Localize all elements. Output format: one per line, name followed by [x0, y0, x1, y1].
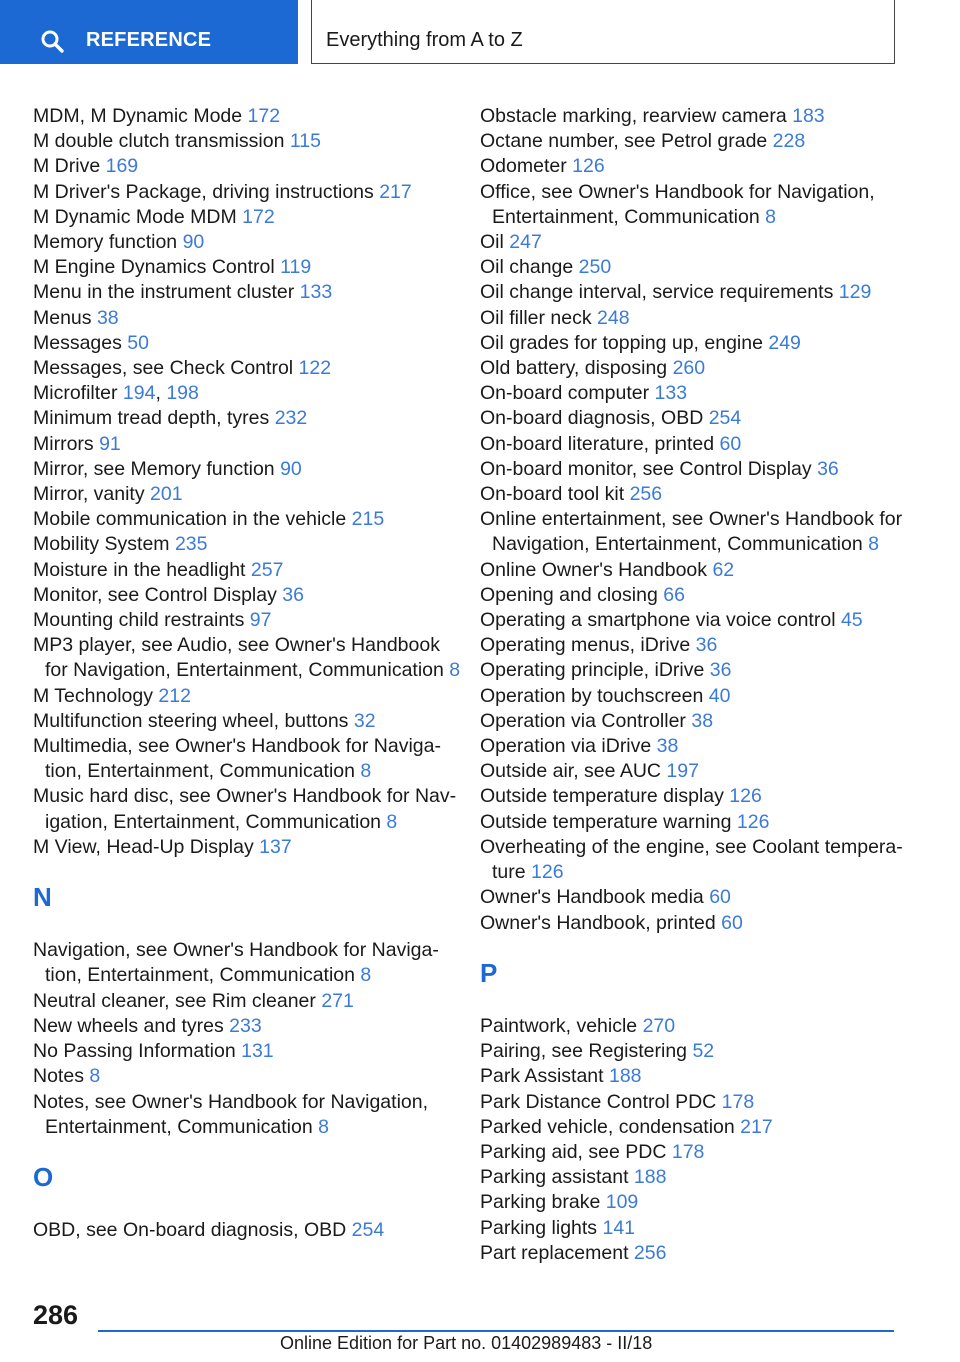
index-entry [480, 1115, 920, 1140]
index-entry [480, 658, 920, 683]
index-entry-term: Outside temperature display [480, 785, 730, 808]
index-entry-term: Owner's Handbook, printed [480, 911, 722, 934]
index-entry-term: M Drive [33, 155, 106, 178]
index-entry-term: Mobility System [33, 533, 175, 556]
page-link[interactable]: 126 [729, 785, 762, 808]
page-link[interactable]: 97 [249, 609, 272, 632]
index-entry-term: Menu in the instrument cluster [33, 281, 300, 304]
index-entry-term: Moisture in the headlight [33, 558, 251, 581]
page-link[interactable]: 188 [608, 1065, 642, 1088]
page-link[interactable]: 141 [602, 1216, 636, 1239]
index-entry [33, 989, 463, 1014]
index-entry-term: Monitor, see Control Display [33, 583, 283, 606]
index-entry-term: Operation via iDrive [480, 735, 657, 758]
index-entry [480, 1090, 920, 1115]
index-entry-term: Minimum tread depth, tyres [33, 407, 275, 430]
page-link[interactable]: 8 [868, 533, 879, 556]
index-entry [33, 532, 463, 557]
page-link[interactable]: 90 [182, 231, 205, 254]
page-link[interactable]: 109 [605, 1191, 639, 1214]
page-link[interactable]: 45 [840, 609, 863, 632]
index-entry-term: Oil [480, 231, 510, 254]
page-link[interactable]: 8 [360, 964, 372, 987]
index-entry-term: Mirror, see Memory function [33, 457, 281, 480]
index-entry [480, 306, 920, 331]
page-link[interactable]: 38 [96, 306, 119, 329]
index-entry-term: Office, see Owner's Handbook for Navigation, Entertainment, Communication [480, 180, 875, 228]
page-link[interactable]: 52 [692, 1040, 715, 1063]
index-letter-heading: O [33, 1161, 54, 1192]
index-entry [480, 432, 920, 457]
index-entry [480, 406, 920, 431]
index-entry-term: On-board literature, printed [480, 432, 720, 455]
page-link[interactable]: 8 [765, 205, 776, 228]
index-entry [33, 608, 463, 633]
page-link[interactable]: 257 [250, 558, 284, 581]
page-link[interactable]: 183 [792, 105, 825, 127]
page-link[interactable]: 235 [174, 533, 208, 556]
page-link[interactable]: 126 [531, 861, 564, 884]
page-link[interactable]: 217 [740, 1115, 773, 1138]
page-link[interactable]: 233 [229, 1014, 262, 1037]
index-entry [33, 1218, 463, 1243]
index-entry [480, 180, 920, 230]
page-link[interactable]: 8 [318, 1115, 329, 1138]
page-link[interactable]: 172 [247, 105, 281, 127]
index-entry [33, 684, 463, 709]
index-entry-term: MDM, M Dynamic Mode [33, 105, 248, 127]
page-link[interactable]: 254 [351, 1219, 385, 1242]
index-entry-term: Mirror, vanity [33, 483, 151, 506]
page-link[interactable]: 215 [351, 508, 385, 531]
page-link[interactable]: 122 [298, 357, 332, 380]
index-entry [480, 734, 920, 759]
page-link[interactable]: 129 [838, 281, 872, 304]
section-title: Everything from A to Z [326, 29, 523, 51]
index-entry [480, 154, 920, 179]
index-entry [480, 381, 920, 406]
index-entry-term: M Driver's Package, driving instructions [33, 180, 380, 203]
index-entry-term: Multimedia, see Owner's Handbook for Navigation, Entertainment, Communication [33, 735, 441, 783]
index-entry [480, 810, 920, 835]
index-entry-term: Operation by touchscreen [480, 684, 709, 707]
page-separator: , [155, 382, 167, 405]
index-entry-term: New wheels and tyres [33, 1014, 230, 1037]
index-entry-term: Outside air, see AUC [480, 760, 667, 783]
index-entry [33, 1039, 463, 1064]
page-link[interactable]: 90 [280, 457, 302, 480]
page-link[interactable]: 8 [360, 760, 372, 783]
index-entry [33, 255, 463, 280]
index-entry [480, 709, 920, 734]
index-entry-term: Online entertainment, see Owner's Handbook for Navigation, Entertainment, Communication [480, 508, 903, 556]
page-link[interactable]: 60 [721, 911, 743, 934]
page-link[interactable]: 32 [353, 709, 376, 732]
index-entry-term: Oil change interval, service requirements [480, 281, 839, 304]
index-entry-term: Notes [33, 1065, 90, 1088]
page-link[interactable]: 91 [99, 432, 121, 455]
page-number: 286 [33, 1300, 79, 1330]
index-entry [480, 911, 920, 936]
index-entry-term: Parked vehicle, condensation [480, 1115, 741, 1138]
index-entry [480, 1140, 920, 1165]
search-icon [40, 29, 64, 53]
index-entry-term: Mounting child restraints [33, 609, 250, 632]
index-entry [480, 1241, 920, 1266]
index-entry [33, 180, 463, 205]
index-entry-term: M Technology [33, 684, 159, 707]
index-entry-term: Notes, see Owner's Handbook for Navigation, Entertainment, Communication [33, 1090, 429, 1138]
index-column-right [480, 104, 920, 1266]
index-entry [33, 129, 463, 154]
index-entry [33, 154, 463, 179]
index-entry [33, 306, 463, 331]
page-link[interactable]: 178 [671, 1140, 705, 1163]
index-entry-term: Parking aid, see PDC [480, 1140, 672, 1163]
index-entry [33, 230, 463, 255]
index-entry-term: Messages, see Check Control [33, 357, 299, 380]
page-link[interactable]: 131 [241, 1040, 274, 1063]
index-entry-term: Mobile communication in the vehicle [33, 508, 352, 531]
reference-tab[interactable] [0, 0, 298, 64]
index-entry [480, 1216, 920, 1241]
index-entry [480, 1165, 920, 1190]
index-entry [480, 759, 920, 784]
index-entry [480, 331, 920, 356]
index-entry [480, 633, 920, 658]
index-entry-term: Park Assistant [480, 1065, 609, 1088]
index-entry-term: On-board diagnosis, OBD [480, 407, 709, 430]
index-entry-term: Park Distance Control PDC [480, 1090, 722, 1113]
index-entry [33, 938, 463, 988]
page-link[interactable]: 248 [597, 306, 630, 329]
index-entry-term: Parking brake [480, 1191, 606, 1214]
page-link[interactable]: 201 [150, 483, 183, 506]
page-link[interactable]: 133 [654, 382, 688, 405]
index-entry [33, 1014, 463, 1039]
page-link[interactable]: 198 [166, 382, 199, 405]
index-entry [33, 406, 463, 431]
index-entry-term: Operation via Controller [480, 709, 692, 732]
index-entry [480, 129, 920, 154]
index-entry [480, 583, 920, 608]
page-link[interactable]: 8 [386, 810, 398, 833]
index-entry [480, 356, 920, 381]
index-entry-term: Online Owner's Handbook [480, 558, 713, 581]
index-entry-term: MP3 player, see Audio, see Owner's Handbook for Navigation, Entertainment, Communication [33, 634, 450, 682]
page-link[interactable]: 217 [379, 180, 412, 203]
index-entry-term: Owner's Handbook media [480, 886, 710, 909]
index-entry-term: Oil change [480, 256, 579, 279]
index-entry-term: Memory function [33, 231, 183, 254]
index-entry-term: On-board tool kit [480, 483, 630, 506]
index-entry [33, 280, 463, 305]
index-entry-term: Menus [33, 306, 97, 329]
index-entry [33, 356, 463, 381]
page-link[interactable]: 178 [721, 1090, 755, 1113]
index-entry [480, 885, 920, 910]
page-link[interactable]: 36 [695, 634, 718, 657]
page-link[interactable]: 249 [768, 331, 801, 354]
reference-tab-label: REFERENCE [86, 29, 212, 51]
page-link[interactable]: 256 [633, 1241, 667, 1264]
page-link[interactable]: 271 [321, 989, 354, 1012]
index-entry [480, 1014, 920, 1039]
index-entry [480, 835, 920, 885]
index-entry-term: Parking lights [480, 1216, 603, 1239]
page-link[interactable]: 212 [158, 684, 191, 707]
index-entry-term: M Engine Dynamics Control [33, 256, 281, 279]
index-entry-term: M View, Head-Up Display [33, 835, 260, 858]
index-entry [33, 734, 463, 784]
index-entry [33, 558, 463, 583]
index-entry-term: Obstacle marking, rearview camera [480, 105, 793, 127]
index-entry-term: Parking assistant [480, 1166, 634, 1189]
index-entry-term: Messages [33, 331, 128, 354]
index-entry-term: Navigation, see Owner's Handbook for Navigation, Entertainment, Communication [33, 939, 439, 987]
index-entry [480, 558, 920, 583]
page-link[interactable]: 133 [299, 281, 333, 304]
page-link[interactable]: 60 [709, 886, 731, 909]
index-entry-term: Outside temperature warning [480, 810, 737, 833]
index-entry [33, 1064, 463, 1089]
footer-divider [98, 1330, 894, 1332]
index-entry [33, 381, 463, 406]
index-entry-term: Oil filler neck [480, 306, 598, 329]
page-link[interactable]: 232 [274, 407, 308, 430]
index-entry [33, 104, 463, 129]
page-link[interactable]: 38 [691, 709, 714, 732]
index-entry-term: Pairing, see Registering [480, 1040, 693, 1063]
index-entry [33, 583, 463, 608]
index-entry [480, 230, 920, 255]
index-entry [480, 457, 920, 482]
page-link[interactable]: 50 [127, 331, 149, 354]
page-link[interactable]: 172 [242, 205, 275, 228]
index-entry [33, 507, 463, 532]
page-link[interactable]: 270 [642, 1014, 676, 1037]
index-entry [33, 633, 463, 683]
index-entry-term: M Dynamic Mode MDM [33, 205, 243, 228]
page-link[interactable]: 40 [708, 684, 731, 707]
page-link[interactable]: 194 [122, 382, 156, 405]
index-entry-term: Operating a smartphone via voice control [480, 609, 841, 632]
index-entry [33, 482, 463, 507]
index-entry-term: Overheating of the engine, see Coolant temperature [480, 835, 903, 884]
page-link[interactable]: 250 [578, 256, 612, 279]
page-link[interactable]: 126 [736, 810, 770, 833]
index-entry-term: Neutral cleaner, see Rim cleaner [33, 989, 322, 1012]
section-title-box [311, 0, 895, 64]
page-link[interactable]: 260 [672, 357, 706, 380]
index-entry-term: M double clutch transmission [33, 130, 290, 153]
index-entry [480, 608, 920, 633]
page-link[interactable]: 62 [712, 558, 735, 581]
page-link[interactable]: 8 [449, 659, 461, 682]
index-entry-term: Operating principle, iDrive [480, 659, 710, 682]
page-link[interactable]: 228 [772, 130, 806, 153]
index-entry [480, 684, 920, 709]
index-entry [480, 255, 920, 280]
index-entry-term: Opening and closing [480, 583, 664, 606]
page-link[interactable]: 60 [719, 432, 742, 455]
index-entry-term: Octane number, see Petrol grade [480, 130, 773, 153]
index-column-left [33, 104, 463, 1243]
page-link[interactable]: 66 [663, 583, 685, 606]
index-entry [33, 331, 463, 356]
page-link[interactable]: 169 [105, 155, 139, 178]
index-entry [480, 104, 920, 129]
index-entry-term: Old battery, disposing [480, 357, 673, 380]
index-entry [33, 457, 463, 482]
index-entry-term: Odometer [480, 155, 573, 178]
index-entry-term: Part replacement [480, 1241, 634, 1264]
index-entry-term: Oil grades for topping up, engine [480, 331, 769, 354]
page-link[interactable]: 137 [259, 835, 292, 858]
index-letter-heading: N [33, 882, 52, 913]
page-link[interactable]: 126 [572, 155, 605, 178]
index-entry [480, 1064, 920, 1089]
index-entry-term: Operating menus, iDrive [480, 634, 696, 657]
index-entry-term: Multifunction steering wheel, buttons [33, 709, 354, 732]
index-entry [480, 784, 920, 809]
index-entry-term: On-board computer [480, 382, 655, 405]
index-entry-term: Microfilter [33, 382, 123, 405]
page-link[interactable]: 36 [709, 659, 732, 682]
index-entry [480, 507, 920, 557]
page-link[interactable]: 38 [656, 735, 679, 758]
page-link[interactable]: 188 [633, 1166, 667, 1189]
index-entry-term: Paintwork, vehicle [480, 1014, 643, 1037]
index-letter-heading: P [480, 957, 498, 988]
page-link[interactable]: 256 [629, 483, 663, 506]
page-link[interactable]: 119 [280, 256, 312, 279]
index-entry [480, 482, 920, 507]
index-entry [33, 835, 463, 860]
index-entry [33, 1090, 463, 1140]
index-entry [480, 280, 920, 305]
index-entry [33, 784, 463, 834]
index-entry-term: Mirrors [33, 432, 100, 455]
index-entry [33, 205, 463, 230]
page-link[interactable]: 36 [817, 457, 839, 480]
index-entry [33, 432, 463, 457]
index-entry [480, 1190, 920, 1215]
page-link[interactable]: 115 [289, 130, 321, 153]
index-entry-term: On-board monitor, see Control Display [480, 457, 818, 480]
page-link[interactable]: 8 [89, 1065, 101, 1088]
index-entry-term: Music hard disc, see Owner's Handbook for Navigation, Entertainment, Communication [33, 785, 457, 833]
index-entry [33, 709, 463, 734]
page-link[interactable]: 247 [509, 231, 542, 254]
index-entry [480, 1039, 920, 1064]
index-entry-term: OBD, see On-board diagnosis, OBD [33, 1219, 352, 1242]
edition-note: Online Edition for Part no. 01402989483 - II/18 [280, 1333, 653, 1353]
page-link[interactable]: 197 [666, 760, 699, 783]
page-link[interactable]: 36 [282, 583, 304, 606]
index-entry-term: No Passing Information [33, 1040, 242, 1063]
page-link[interactable]: 254 [708, 407, 742, 430]
